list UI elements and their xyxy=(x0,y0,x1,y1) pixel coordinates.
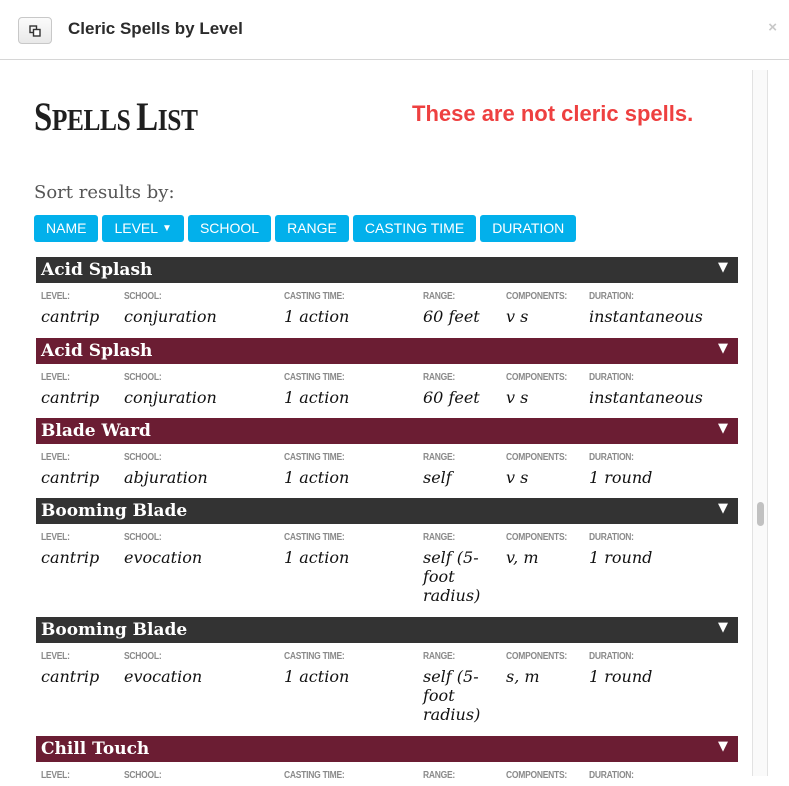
spell-school: abjuration xyxy=(124,468,208,487)
casting-time-label: CASTING TIME: xyxy=(284,770,345,781)
spell-header[interactable] xyxy=(36,338,738,364)
spell-casting-time: 1 action xyxy=(284,388,350,407)
spell-header[interactable] xyxy=(36,736,738,762)
level-label: LEVEL: xyxy=(41,372,70,383)
window-titlebar xyxy=(0,0,789,60)
scrollbar-thumb[interactable] xyxy=(757,502,764,526)
expand-icon[interactable]: ▼ xyxy=(718,739,728,754)
spell-range: 60 feet xyxy=(423,388,480,407)
spell-level: cantrip xyxy=(41,468,100,487)
spell-entry xyxy=(36,338,738,407)
spell-components: v s xyxy=(506,388,529,407)
spell-casting-time: 1 action xyxy=(284,548,350,567)
casting-time-label: CASTING TIME: xyxy=(284,291,345,302)
sort-level-button[interactable] xyxy=(102,215,184,242)
warning-text: These are not cleric spells. xyxy=(412,101,694,126)
spell-entry xyxy=(36,498,738,605)
range-label: RANGE: xyxy=(423,651,456,662)
components-label: COMPONENTS: xyxy=(506,651,567,662)
spell-range: self (5-foot radius) xyxy=(423,667,481,724)
level-label: LEVEL: xyxy=(41,291,70,302)
expand-icon[interactable]: ▼ xyxy=(718,421,728,436)
spell-components: v s xyxy=(506,307,529,326)
range-label: RANGE: xyxy=(423,532,456,543)
sort-duration-button[interactable]: DURATION xyxy=(480,215,576,242)
level-label: LEVEL: xyxy=(41,532,70,543)
popout-icon xyxy=(29,25,41,37)
spell-level: cantrip xyxy=(41,307,100,326)
spell-components: v, m xyxy=(506,548,539,567)
sort-buttons xyxy=(34,215,576,242)
spell-school: evocation xyxy=(124,548,203,567)
sort-label: Sort results by: xyxy=(34,182,175,203)
duration-label: DURATION: xyxy=(589,532,634,543)
school-label: SCHOOL: xyxy=(124,651,162,662)
spell-duration: 1 round xyxy=(589,468,653,487)
school-label: SCHOOL: xyxy=(124,372,162,383)
expand-icon[interactable]: ▼ xyxy=(718,501,728,516)
sort-casting-time-button[interactable]: CASTING TIME xyxy=(353,215,476,242)
spell-components: s, m xyxy=(506,667,540,686)
casting-time-label: CASTING TIME: xyxy=(284,532,345,543)
spell-school: evocation xyxy=(124,667,203,686)
spell-range: 60 feet xyxy=(423,307,480,326)
spell-level: cantrip xyxy=(41,388,100,407)
range-label: RANGE: xyxy=(423,291,456,302)
casting-time-label: CASTING TIME: xyxy=(284,651,345,662)
spell-school: conjuration xyxy=(124,307,217,326)
spell-duration: instantaneous xyxy=(589,388,703,407)
duration-label: DURATION: xyxy=(589,651,634,662)
range-label: RANGE: xyxy=(423,452,456,463)
spell-casting-time: 1 action xyxy=(284,667,350,686)
level-label: LEVEL: xyxy=(41,651,70,662)
casting-time-label: CASTING TIME: xyxy=(284,452,345,463)
sort-range-button[interactable]: RANGE xyxy=(275,215,349,242)
school-label: SCHOOL: xyxy=(124,452,162,463)
spell-range: self (5-foot radius) xyxy=(423,548,481,605)
spell-header[interactable] xyxy=(36,418,738,444)
spell-school: conjuration xyxy=(124,388,217,407)
school-label: SCHOOL: xyxy=(124,770,162,781)
spell-name: Blade Ward xyxy=(41,421,151,441)
expand-icon[interactable]: ▼ xyxy=(718,341,728,356)
spell-casting-time: 1 action xyxy=(284,307,350,326)
spell-name: Chill Touch xyxy=(41,739,150,759)
expand-icon[interactable]: ▼ xyxy=(718,260,728,275)
range-label: RANGE: xyxy=(423,770,456,781)
spell-duration: instantaneous xyxy=(589,307,703,326)
level-label: LEVEL: xyxy=(41,770,70,781)
school-label: SCHOOL: xyxy=(124,291,162,302)
spell-header[interactable] xyxy=(36,617,738,643)
spell-entry xyxy=(36,736,738,781)
spells-content xyxy=(0,61,752,786)
scrollbar[interactable] xyxy=(752,70,768,776)
popout-button[interactable] xyxy=(18,17,52,44)
spell-duration: 1 round xyxy=(589,667,653,686)
sort-descending-icon: ▼ xyxy=(162,223,172,234)
sort-school-button[interactable]: SCHOOL xyxy=(188,215,271,242)
spell-entry xyxy=(36,418,738,487)
spell-header[interactable] xyxy=(36,498,738,524)
level-label: LEVEL: xyxy=(41,452,70,463)
spell-duration: 1 round xyxy=(589,548,653,567)
components-label: COMPONENTS: xyxy=(506,532,567,543)
duration-label: DURATION: xyxy=(589,291,634,302)
components-label: COMPONENTS: xyxy=(506,452,567,463)
duration-label: DURATION: xyxy=(589,372,634,383)
spell-entry xyxy=(36,257,738,326)
components-label: COMPONENTS: xyxy=(506,372,567,383)
window-title: Cleric Spells by Level xyxy=(68,19,243,38)
expand-icon[interactable]: ▼ xyxy=(718,620,728,635)
range-label: RANGE: xyxy=(423,372,456,383)
spell-level: cantrip xyxy=(41,667,100,686)
duration-label: DURATION: xyxy=(589,452,634,463)
close-icon[interactable]: × xyxy=(768,19,777,36)
spell-name: Acid Splash xyxy=(41,341,153,361)
sort-name-button[interactable]: NAME xyxy=(34,215,98,242)
spell-name: Booming Blade xyxy=(41,620,188,640)
spell-components: v s xyxy=(506,468,529,487)
sort-level-label: LEVEL xyxy=(114,220,159,236)
school-label: SCHOOL: xyxy=(124,532,162,543)
spell-range: self xyxy=(423,468,452,487)
components-label: COMPONENTS: xyxy=(506,770,567,781)
spell-entry xyxy=(36,617,738,724)
spell-name: Booming Blade xyxy=(41,501,188,521)
spell-name: Acid Splash xyxy=(41,260,153,280)
page-title: SPELLS LIST xyxy=(34,94,198,139)
casting-time-label: CASTING TIME: xyxy=(284,372,345,383)
spell-casting-time: 1 action xyxy=(284,468,350,487)
duration-label: DURATION: xyxy=(589,770,634,781)
components-label: COMPONENTS: xyxy=(506,291,567,302)
spell-level: cantrip xyxy=(41,548,100,567)
spell-header[interactable] xyxy=(36,257,738,283)
